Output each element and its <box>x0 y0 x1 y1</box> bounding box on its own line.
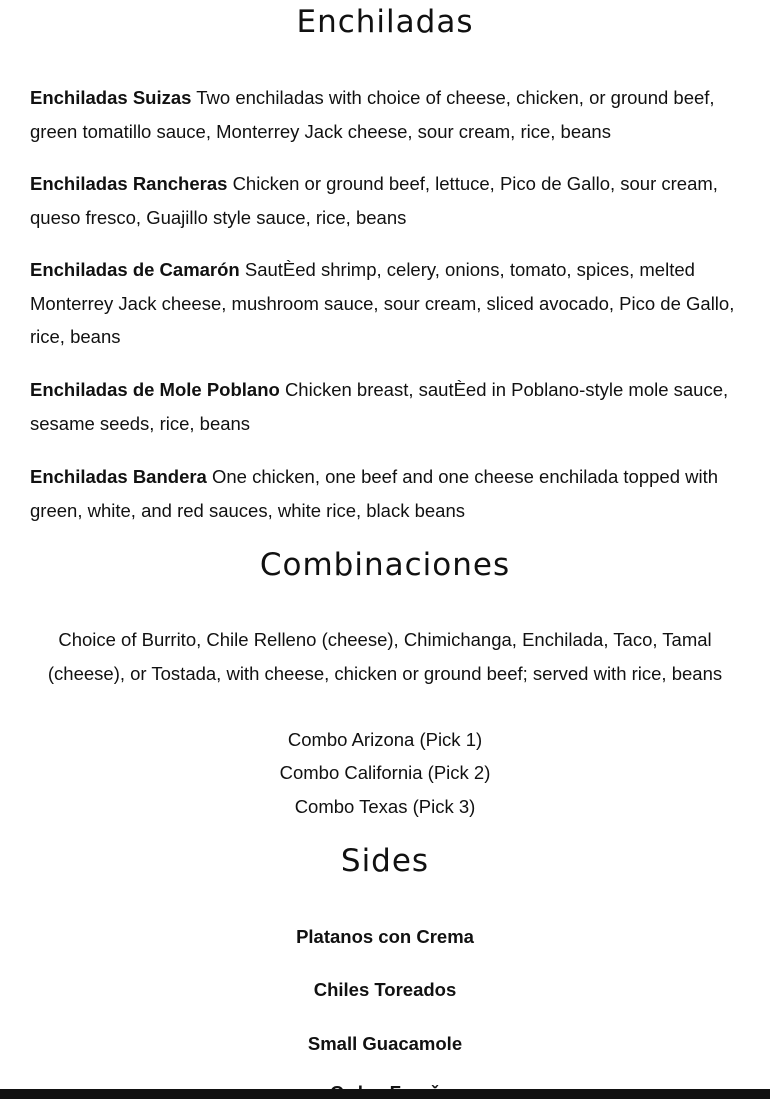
menu-item-description: Chicken or ground beef, lettuce, Pico de Gallo, sour cream, queso fresco, Guajillo style sauce, rice, beans <box>30 173 718 228</box>
menu-item-name: Enchiladas Rancheras <box>30 173 228 194</box>
section-title-sides: Sides <box>340 843 430 879</box>
combo-item-texas: Combo Texas (Pick 3) <box>294 796 476 817</box>
side-item-chiles-toreados: Chiles Toreados <box>313 979 457 1000</box>
combo-item-california: Combo California (Pick 2) <box>279 762 491 783</box>
menu-item-name: Enchiladas de Camarón <box>30 259 240 280</box>
menu-item-description: Two enchiladas with choice of cheese, chicken, or ground beef, green tomatillo sauce, Monterrey Jack cheese, sour cream, rice, beans <box>30 87 715 142</box>
menu-item-description: Chicken breast, sautÈed in Poblano-style mole sauce, sesame seeds, rice, beans <box>30 379 729 434</box>
menu-item-enchiladas-de-camaron <box>30 253 742 354</box>
menu-item-name: Enchiladas Suizas <box>30 87 192 108</box>
menu-item-name: Enchiladas Bandera <box>30 466 207 487</box>
section-title-combinaciones: Combinaciones <box>259 547 511 583</box>
combinaciones-description: Choice of Burrito, Chile Relleno (cheese), Chimichanga, Enchilada, Taco, Tamal (cheese), or Tostada, with cheese, chicken or ground beef; served with rice, beans <box>47 629 723 684</box>
menu-item-enchiladas-rancheras <box>30 167 742 234</box>
menu-item-enchiladas-suizas <box>30 81 742 148</box>
side-item-small-guacamole: Small Guacamole <box>307 1033 463 1054</box>
menu-item-description: SautÈed shrimp, celery, onions, tomato, spices, melted Monterrey Jack cheese, mushroom sauce, sour cream, sliced avocado, Pico de Gallo, rice, beans <box>30 259 735 347</box>
menu-item-enchiladas-de-mole-poblano <box>30 373 742 440</box>
bottom-bar <box>0 1089 770 1099</box>
menu-item-enchiladas-bandera <box>30 460 742 527</box>
combo-item-arizona: Combo Arizona (Pick 1) <box>287 729 483 750</box>
menu-item-name: Enchiladas de Mole Poblano <box>30 379 280 400</box>
side-item-platanos: Platanos con Crema <box>296 926 474 947</box>
menu-item-description: One chicken, one beef and one cheese enchilada topped with green, white, and red sauces, white rice, black beans <box>30 466 719 521</box>
section-title-enchiladas: Enchiladas <box>296 4 474 40</box>
